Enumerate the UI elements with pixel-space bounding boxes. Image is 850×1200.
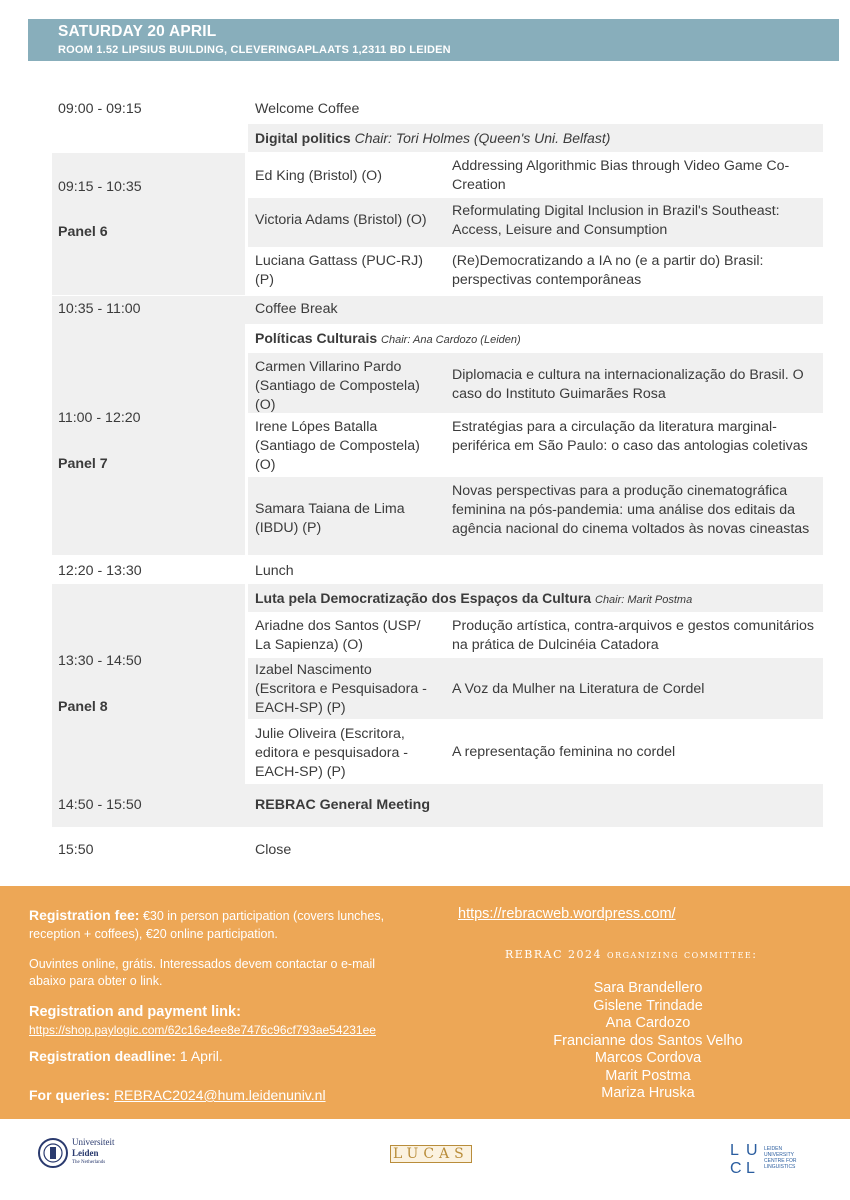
time-col-shade-panel8: [52, 584, 245, 784]
lucas-logo: LUCAS: [388, 1144, 462, 1166]
panel6-session-title: Digital politics Chair: Tori Holmes (Queen's Uni. Belfast): [255, 130, 611, 146]
leiden-seal-icon: [38, 1135, 68, 1171]
meeting-label: REBRAC General Meeting: [255, 797, 431, 813]
committee-member: Sara Brandellero: [593, 980, 703, 996]
lunch-label: Lunch: [255, 563, 294, 579]
coffee-label: Coffee Break: [255, 301, 338, 317]
panel7-label: Panel 7: [58, 456, 108, 472]
panel6-title-3: (Re)Democratizando a IA no (e a partir do) Brasil: perspectivas contemporâneas: [452, 253, 764, 288]
panel7-title-2: Estratégias para a circulação da literatura marginal-periférica em São Paulo: o caso das antologias coletivas: [452, 419, 808, 454]
welcome-label: Welcome Coffee: [255, 101, 360, 117]
day-header: [28, 19, 839, 61]
committee-member: Ana Cardozo: [605, 1015, 691, 1031]
panel7-title-1: Diplomacia e cultura na internacionalização do Brasil. O caso do Instituto Guimarães Rosa: [452, 367, 804, 402]
payment-link[interactable]: https://shop.paylogic.com/62c16e4ee8e7476c96cf793ae54231ee: [29, 1023, 376, 1037]
queries-email-link[interactable]: REBRAC2024@hum.leidenuniv.nl: [113, 1087, 326, 1103]
panel8-speaker-1: Ariadne dos Santos (USP/ La Sapienza) (O): [255, 618, 421, 653]
committee-member: Francianne dos Santos Velho: [553, 1032, 743, 1049]
day-title: SATURDAY 20 APRIL: [58, 23, 217, 40]
panel8-session-title: Luta pela Democratização dos Espaços da Cultura Chair: Marit Postma: [255, 590, 693, 606]
committee-heading: REBRAC 2024 organizing committee:: [505, 948, 758, 961]
lucl-letter: U: [746, 1142, 758, 1159]
panel6-time: 09:15 - 10:35: [58, 179, 142, 195]
panel6-speaker-1: Ed King (Bristol) (O): [255, 168, 382, 184]
lucl-logo: L U C L LEIDEN UNIVERSITY CENTRE FOR LINGUISTICS: [730, 1142, 797, 1177]
panel7-speaker-3: Samara Taiana de Lima (IBDU) (P): [255, 501, 405, 536]
panel7-time: 11:00 - 12:20: [58, 410, 141, 426]
panel6-speaker-3: Luciana Gattass (PUC-RJ) (P): [255, 253, 423, 288]
online-note: Ouvintes online, grátis. Interessados devem contactar o e-mail abaixo para obter o link.: [29, 957, 376, 988]
committee-member: Mariza Hruska: [601, 1085, 695, 1101]
meeting-time: 14:50 - 15:50: [58, 797, 142, 813]
panel7-session-title: Políticas Culturais Chair: Ana Cardozo (Leiden): [255, 330, 521, 346]
lucl-letter: C: [730, 1160, 742, 1177]
close-label: Close: [255, 842, 292, 858]
panel6-speaker-2: Victoria Adams (Bristol) (O): [255, 212, 427, 228]
website-link[interactable]: https://rebracweb.wordpress.com/: [458, 906, 676, 922]
panel8-title-2: A Voz da Mulher na Literatura de Cordel: [452, 681, 705, 697]
row-bg: [52, 296, 823, 324]
committee-member: Marcos Cordova: [594, 1050, 702, 1066]
payment-label: Registration and payment link:: [29, 1004, 241, 1020]
panel7-title-3: Novas perspectivas para a produção cinematográfica feminina na pós-pandemia: uma análise dos editais da agência nacional do cinema voltados às novas cineastas: [452, 483, 810, 537]
queries: For queries: REBRAC2024@hum.leidenuniv.nl: [29, 1087, 326, 1103]
panel8-time: 13:30 - 14:50: [58, 653, 142, 669]
panel8-label: Panel 8: [58, 699, 108, 715]
committee-member: Marit Postma: [605, 1067, 691, 1084]
welcome-time: 09:00 - 09:15: [58, 101, 142, 117]
panel6-title-1: Addressing Algorithmic Bias through Video Game Co-Creation: [452, 158, 790, 193]
panel7-speaker-2: Irene Lópes Batalla (Santiago de Compostela) (O): [255, 419, 420, 473]
registration-deadline: Registration deadline: 1 April.: [29, 1048, 223, 1064]
time-col-shade-panel7: [52, 324, 245, 555]
panel8-speaker-2: Izabel Nascimento (Escritora e Pesquisadora - EACH-SP) (P): [255, 662, 427, 716]
registration-fee: Registration fee: €30 in person participation (covers lunches, reception + coffees), €20 online participation.: [29, 907, 385, 941]
lucl-letter: L: [746, 1160, 755, 1177]
panel6-title-2: Reformulating Digital Inclusion in Brazil's Southeast: Access, Leisure and Consumption: [452, 203, 780, 238]
panel6-label: Panel 6: [58, 224, 108, 240]
room-info: ROOM 1.52 LIPSIUS BUILDING, CLEVERINGAPLAATS 1,2311 BD LEIDEN: [58, 44, 451, 56]
panel8-title-1: Produção artística, contra-arquivos e gestos comunitários na prática de Dulcinéia Catadora: [452, 618, 814, 653]
lunch-time: 12:20 - 13:30: [58, 563, 142, 579]
panel8-speaker-3: Julie Oliveira (Escritora, editora e pesquisadora - EACH-SP) (P): [255, 726, 409, 780]
panel8-title-3: A representação feminina no cordel: [452, 744, 676, 760]
committee-list: [533, 980, 763, 1103]
panel7-speaker-1: Carmen Villarino Pardo (Santiago de Compostela) (O): [255, 359, 420, 413]
close-time: 15:50: [58, 842, 94, 858]
lucl-letter: L: [730, 1142, 739, 1159]
leiden-university-logo: Universiteit Leiden The Netherlands: [38, 1135, 118, 1173]
row-bg: [52, 784, 823, 827]
committee-member: Gislene Trindade: [593, 997, 703, 1014]
coffee-time: 10:35 - 11:00: [58, 301, 141, 317]
